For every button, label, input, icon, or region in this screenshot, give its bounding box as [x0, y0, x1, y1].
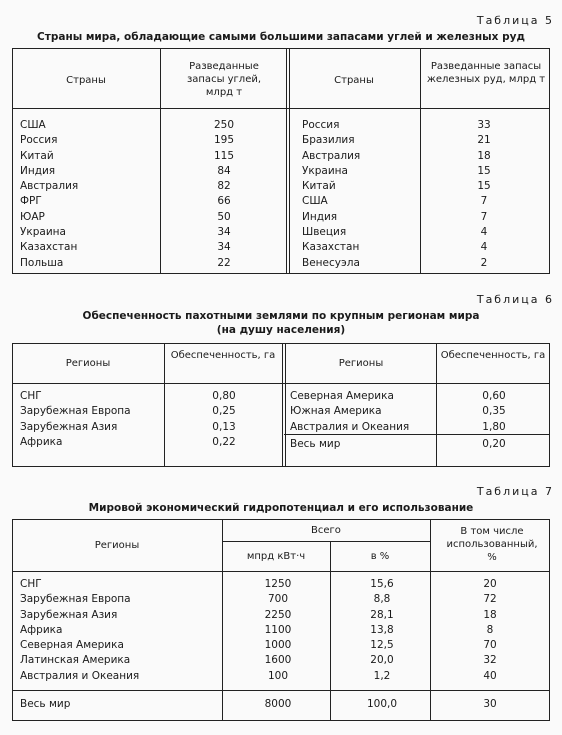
list-item: 33 — [477, 119, 491, 131]
table6-col-regions: Регионы — [65, 358, 111, 369]
table7-total-pct: 100,0 — [366, 698, 398, 710]
list-item: 18 — [483, 608, 497, 621]
list-item: Австралия и Океания — [20, 669, 140, 682]
list-item: 28,1 — [370, 608, 394, 621]
table6-total-label: Весь мир — [290, 438, 341, 450]
table5-ore-countries — [302, 118, 418, 271]
table6-total-value: 0,20 — [482, 438, 506, 450]
list-item: 84 — [217, 164, 231, 177]
table5-col-countries-2: Страны — [334, 75, 374, 86]
table7-kwh-values — [236, 577, 320, 684]
list-item: 50 — [217, 210, 231, 223]
list-item: 4 — [480, 241, 488, 254]
list-item: 250 — [213, 119, 235, 131]
table7-col-total: Всего — [311, 525, 341, 536]
list-item: Бразилия — [302, 134, 355, 147]
list-item: Китай — [20, 149, 54, 162]
list-item: 2 — [480, 256, 488, 269]
list-item: СНГ — [20, 390, 42, 402]
list-item: Китай — [302, 180, 336, 193]
list-item: 34 — [217, 241, 231, 254]
table7-total-label: Весь мир — [20, 698, 71, 710]
table6-left-values — [176, 389, 272, 450]
list-item: 34 — [217, 226, 231, 239]
list-item: ФРГ — [20, 195, 42, 208]
table7-used-values — [454, 577, 526, 684]
list-item: Индия — [302, 210, 338, 223]
list-item: Северная Америка — [20, 639, 124, 652]
list-item: Зарубежная Европа — [20, 593, 131, 606]
list-item: 20,0 — [370, 654, 394, 667]
table6-subtitle: (на душу населения) — [216, 324, 346, 336]
list-item: Польша — [20, 256, 64, 269]
list-item: 8 — [486, 623, 494, 636]
table6-right-values — [446, 389, 542, 435]
list-item: 8,8 — [373, 593, 391, 606]
table6-col-regions-2: Регионы — [338, 358, 384, 369]
list-item: Россия — [302, 119, 340, 131]
list-item: 115 — [213, 149, 235, 162]
list-item: 1250 — [264, 578, 292, 590]
list-item: 22 — [217, 256, 231, 269]
list-item: Африка — [20, 435, 63, 448]
table7-col-pct: в % — [370, 551, 390, 562]
list-item: Россия — [20, 134, 58, 147]
list-item: 0,35 — [482, 405, 506, 418]
table5-ore-values — [452, 118, 516, 271]
list-item: Зарубежная Европа — [20, 405, 131, 418]
list-item: 0,60 — [482, 390, 506, 402]
list-item: Зарубежная Азия — [20, 420, 118, 433]
table7-regions — [20, 577, 220, 684]
table5-col-countries: Страны — [66, 75, 106, 86]
table7-total-kwh: 8000 — [264, 698, 292, 710]
list-item: 0,80 — [212, 390, 236, 402]
list-item: Южная Америка — [290, 405, 382, 418]
list-item: 1,80 — [482, 420, 506, 433]
table5-col-ore: Разведанные запасы железных руд, млрд т — [426, 61, 546, 85]
list-item: 1000 — [264, 639, 292, 652]
table5-coal-values — [172, 118, 276, 271]
list-item: 72 — [483, 593, 497, 606]
list-item: Венесуэла — [302, 256, 360, 269]
list-item: 7 — [480, 195, 488, 208]
list-item: Швеция — [302, 226, 347, 239]
list-item: 32 — [483, 654, 497, 667]
list-item: 1100 — [264, 623, 292, 636]
list-item: 21 — [477, 134, 491, 147]
table6-right-regions — [290, 389, 434, 435]
table7-pct-values — [340, 577, 424, 684]
list-item: 40 — [483, 669, 497, 682]
list-item: 7 — [480, 210, 488, 223]
table5-label: Таблица 5 — [476, 14, 554, 27]
list-item: 2250 — [264, 608, 292, 621]
table7-total-used: 30 — [483, 698, 497, 710]
list-item: 20 — [483, 578, 497, 590]
list-item: 100 — [267, 669, 289, 682]
list-item: 0,25 — [212, 405, 236, 418]
list-item: Австралия — [302, 149, 361, 162]
table7-col-used: В том числе использованный, % — [446, 526, 538, 563]
list-item: СНГ — [20, 578, 42, 590]
table5-coal-countries — [20, 118, 158, 271]
list-item: 82 — [217, 180, 231, 193]
list-item: Австралия — [20, 180, 79, 193]
list-item: 1600 — [264, 654, 292, 667]
list-item: Латинская Америка — [20, 654, 131, 667]
list-item: Казахстан — [20, 241, 78, 254]
list-item: США — [302, 195, 328, 208]
list-item: 15,6 — [370, 578, 394, 590]
table5-title: Страны мира, обладающие самыми большими запасами углей и железных руд — [37, 31, 525, 43]
list-item: 13,8 — [370, 623, 394, 636]
list-item: Африка — [20, 623, 63, 636]
list-item: 70 — [483, 639, 497, 652]
list-item: 0,13 — [212, 420, 236, 433]
list-item: Украина — [20, 226, 66, 239]
list-item: 15 — [477, 164, 491, 177]
list-item: 15 — [477, 180, 491, 193]
list-item: 18 — [477, 149, 491, 162]
list-item: 195 — [213, 134, 235, 147]
table5-col-coal: Разведанные запасы углей, млрд т — [186, 61, 262, 98]
list-item: США — [20, 119, 46, 131]
table6-col-supply-2: Обеспеченность, га — [440, 350, 546, 361]
list-item: Индия — [20, 164, 56, 177]
list-item: 1,2 — [373, 669, 391, 682]
list-item: 66 — [217, 195, 231, 208]
list-item: ЮАР — [20, 210, 45, 223]
list-item: Казахстан — [302, 241, 360, 254]
list-item: Северная Америка — [290, 390, 394, 402]
list-item: 12,5 — [370, 639, 394, 652]
list-item: 4 — [480, 226, 488, 239]
table7-label: Таблица 7 — [476, 485, 554, 498]
table7-title: Мировой экономический гидропотенциал и его использование — [88, 502, 474, 514]
list-item: Зарубежная Азия — [20, 608, 118, 621]
table7-col-kwh: мпрд кВт·ч — [246, 551, 306, 562]
list-item: Украина — [302, 164, 348, 177]
list-item: 700 — [267, 593, 289, 606]
table6-label: Таблица 6 — [476, 293, 554, 306]
table7-col-regions: Регионы — [94, 540, 140, 551]
list-item: 0,22 — [212, 435, 236, 448]
table6-title: Обеспеченность пахотными землями по крупным регионам мира — [82, 310, 480, 322]
list-item: Австралия и Океания — [290, 420, 410, 433]
table6-left-regions — [20, 389, 162, 450]
table6-col-supply: Обеспеченность, га — [170, 350, 276, 361]
